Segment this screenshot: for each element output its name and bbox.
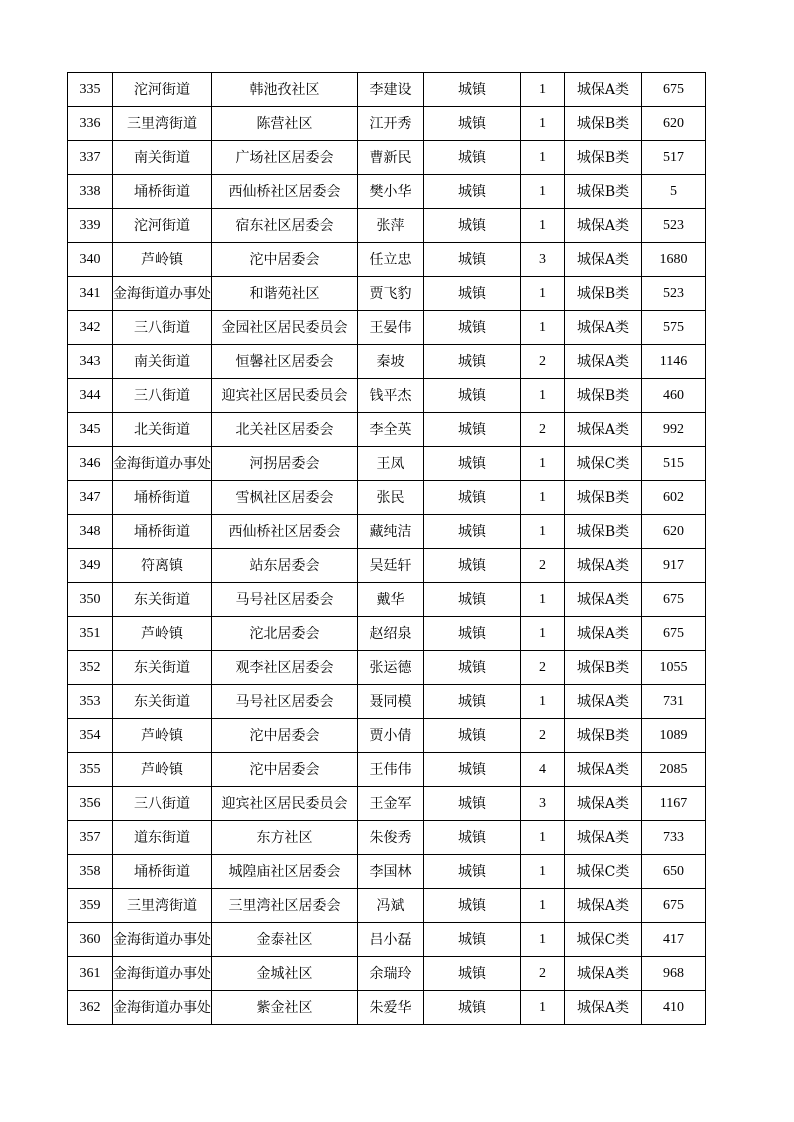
household-count-cell: 1 [521,515,565,549]
community-cell: 河拐居委会 [212,447,358,481]
community-cell: 站东居委会 [212,549,358,583]
insurance-category-cell: 城保A类 [565,73,642,107]
street-office-cell: 金海街道办事处 [113,991,212,1025]
area-type-cell: 城镇 [424,277,521,311]
community-cell: 观李社区居委会 [212,651,358,685]
street-office-cell: 符离镇 [113,549,212,583]
street-office-cell: 北关街道 [113,413,212,447]
row-number-cell: 344 [68,379,113,413]
insurance-category-cell: 城保B类 [565,379,642,413]
street-office-cell: 芦岭镇 [113,617,212,651]
row-number-cell: 341 [68,277,113,311]
insurance-category-cell: 城保B类 [565,515,642,549]
amount-cell: 675 [642,889,706,923]
street-office-cell: 沱河街道 [113,73,212,107]
row-number-cell: 358 [68,855,113,889]
insurance-category-cell: 城保A类 [565,957,642,991]
community-cell: 三里湾社区居委会 [212,889,358,923]
amount-cell: 731 [642,685,706,719]
community-cell: 迎宾社区居民委员会 [212,787,358,821]
area-type-cell: 城镇 [424,685,521,719]
row-number-cell: 351 [68,617,113,651]
insurance-category-cell: 城保A类 [565,311,642,345]
household-count-cell: 1 [521,617,565,651]
amount-cell: 1146 [642,345,706,379]
insurance-category-cell: 城保A类 [565,991,642,1025]
community-cell: 沱北居委会 [212,617,358,651]
table-row [68,685,706,719]
row-number-cell: 340 [68,243,113,277]
row-number-cell: 336 [68,107,113,141]
person-name-cell: 秦坡 [358,345,424,379]
table-row [68,787,706,821]
amount-cell: 675 [642,583,706,617]
table-row [68,277,706,311]
roster-body [68,73,706,1025]
household-count-cell: 1 [521,107,565,141]
row-number-cell: 354 [68,719,113,753]
person-name-cell: 王凤 [358,447,424,481]
amount-cell: 675 [642,73,706,107]
table-row [68,243,706,277]
area-type-cell: 城镇 [424,719,521,753]
insurance-category-cell: 城保B类 [565,277,642,311]
insurance-category-cell: 城保A类 [565,889,642,923]
row-number-cell: 362 [68,991,113,1025]
row-number-cell: 352 [68,651,113,685]
table-row [68,719,706,753]
area-type-cell: 城镇 [424,617,521,651]
amount-cell: 1089 [642,719,706,753]
community-cell: 金泰社区 [212,923,358,957]
table-row [68,481,706,515]
table-row [68,923,706,957]
row-number-cell: 337 [68,141,113,175]
table-row [68,175,706,209]
row-number-cell: 357 [68,821,113,855]
row-number-cell: 339 [68,209,113,243]
insurance-category-cell: 城保A类 [565,583,642,617]
area-type-cell: 城镇 [424,991,521,1025]
community-cell: 沱中居委会 [212,243,358,277]
area-type-cell: 城镇 [424,447,521,481]
amount-cell: 602 [642,481,706,515]
insurance-category-cell: 城保A类 [565,243,642,277]
table-row [68,821,706,855]
street-office-cell: 埇桥街道 [113,175,212,209]
insurance-category-cell: 城保A类 [565,685,642,719]
household-count-cell: 1 [521,141,565,175]
person-name-cell: 聂同模 [358,685,424,719]
insurance-category-cell: 城保C类 [565,447,642,481]
community-cell: 迎宾社区居民委员会 [212,379,358,413]
household-count-cell: 2 [521,957,565,991]
area-type-cell: 城镇 [424,141,521,175]
insurance-category-cell: 城保B类 [565,719,642,753]
row-number-cell: 346 [68,447,113,481]
community-cell: 沱中居委会 [212,719,358,753]
household-count-cell: 1 [521,311,565,345]
household-count-cell: 1 [521,73,565,107]
street-office-cell: 东关街道 [113,583,212,617]
area-type-cell: 城镇 [424,107,521,141]
area-type-cell: 城镇 [424,957,521,991]
insurance-category-cell: 城保A类 [565,617,642,651]
street-office-cell: 金海街道办事处 [113,923,212,957]
person-name-cell: 李国林 [358,855,424,889]
person-name-cell: 朱爱华 [358,991,424,1025]
household-count-cell: 2 [521,549,565,583]
amount-cell: 410 [642,991,706,1025]
row-number-cell: 349 [68,549,113,583]
street-office-cell: 东关街道 [113,651,212,685]
person-name-cell: 藏纯洁 [358,515,424,549]
row-number-cell: 347 [68,481,113,515]
person-name-cell: 江开秀 [358,107,424,141]
insurance-category-cell: 城保C类 [565,923,642,957]
insurance-category-cell: 城保A类 [565,345,642,379]
roster-table [67,72,706,1025]
area-type-cell: 城镇 [424,345,521,379]
table-row [68,549,706,583]
household-count-cell: 3 [521,243,565,277]
amount-cell: 620 [642,107,706,141]
area-type-cell: 城镇 [424,753,521,787]
community-cell: 韩池孜社区 [212,73,358,107]
amount-cell: 515 [642,447,706,481]
row-number-cell: 356 [68,787,113,821]
street-office-cell: 道东街道 [113,821,212,855]
person-name-cell: 王晏伟 [358,311,424,345]
area-type-cell: 城镇 [424,379,521,413]
street-office-cell: 南关街道 [113,141,212,175]
amount-cell: 917 [642,549,706,583]
street-office-cell: 芦岭镇 [113,243,212,277]
amount-cell: 1055 [642,651,706,685]
row-number-cell: 335 [68,73,113,107]
amount-cell: 517 [642,141,706,175]
insurance-category-cell: 城保B类 [565,651,642,685]
table-row [68,991,706,1025]
person-name-cell: 贾飞豹 [358,277,424,311]
table-row [68,209,706,243]
person-name-cell: 任立忠 [358,243,424,277]
community-cell: 沱中居委会 [212,753,358,787]
insurance-category-cell: 城保B类 [565,481,642,515]
table-row [68,141,706,175]
amount-cell: 1167 [642,787,706,821]
person-name-cell: 吕小磊 [358,923,424,957]
row-number-cell: 360 [68,923,113,957]
table-row [68,413,706,447]
amount-cell: 460 [642,379,706,413]
table-row [68,311,706,345]
area-type-cell: 城镇 [424,821,521,855]
street-office-cell: 芦岭镇 [113,719,212,753]
amount-cell: 650 [642,855,706,889]
row-number-cell: 355 [68,753,113,787]
amount-cell: 523 [642,277,706,311]
area-type-cell: 城镇 [424,651,521,685]
street-office-cell: 南关街道 [113,345,212,379]
person-name-cell: 张萍 [358,209,424,243]
area-type-cell: 城镇 [424,889,521,923]
area-type-cell: 城镇 [424,243,521,277]
amount-cell: 992 [642,413,706,447]
street-office-cell: 埇桥街道 [113,515,212,549]
household-count-cell: 1 [521,855,565,889]
household-count-cell: 3 [521,787,565,821]
amount-cell: 417 [642,923,706,957]
street-office-cell: 东关街道 [113,685,212,719]
person-name-cell: 朱俊秀 [358,821,424,855]
insurance-category-cell: 城保A类 [565,413,642,447]
table-row [68,107,706,141]
amount-cell: 968 [642,957,706,991]
street-office-cell: 三八街道 [113,787,212,821]
street-office-cell: 芦岭镇 [113,753,212,787]
insurance-category-cell: 城保A类 [565,753,642,787]
table-row [68,515,706,549]
table-row [68,345,706,379]
household-count-cell: 1 [521,821,565,855]
community-cell: 恒馨社区居委会 [212,345,358,379]
amount-cell: 575 [642,311,706,345]
street-office-cell: 埇桥街道 [113,481,212,515]
community-cell: 紫金社区 [212,991,358,1025]
insurance-category-cell: 城保A类 [565,821,642,855]
insurance-category-cell: 城保C类 [565,855,642,889]
person-name-cell: 曹新民 [358,141,424,175]
table-row [68,855,706,889]
amount-cell: 2085 [642,753,706,787]
table-row [68,889,706,923]
person-name-cell: 冯斌 [358,889,424,923]
community-cell: 东方社区 [212,821,358,855]
household-count-cell: 1 [521,447,565,481]
area-type-cell: 城镇 [424,583,521,617]
amount-cell: 733 [642,821,706,855]
table-row [68,617,706,651]
row-number-cell: 343 [68,345,113,379]
area-type-cell: 城镇 [424,923,521,957]
household-count-cell: 2 [521,413,565,447]
community-cell: 城隍庙社区居委会 [212,855,358,889]
insurance-category-cell: 城保B类 [565,107,642,141]
person-name-cell: 赵绍泉 [358,617,424,651]
household-count-cell: 1 [521,175,565,209]
amount-cell: 5 [642,175,706,209]
person-name-cell: 李全英 [358,413,424,447]
area-type-cell: 城镇 [424,413,521,447]
person-name-cell: 樊小华 [358,175,424,209]
area-type-cell: 城镇 [424,515,521,549]
area-type-cell: 城镇 [424,481,521,515]
area-type-cell: 城镇 [424,73,521,107]
street-office-cell: 沱河街道 [113,209,212,243]
table-row [68,73,706,107]
insurance-category-cell: 城保B类 [565,141,642,175]
community-cell: 金城社区 [212,957,358,991]
insurance-category-cell: 城保A类 [565,549,642,583]
row-number-cell: 348 [68,515,113,549]
household-count-cell: 2 [521,345,565,379]
street-office-cell: 三里湾街道 [113,107,212,141]
person-name-cell: 张运德 [358,651,424,685]
amount-cell: 523 [642,209,706,243]
street-office-cell: 金海街道办事处 [113,447,212,481]
row-number-cell: 350 [68,583,113,617]
household-count-cell: 1 [521,379,565,413]
row-number-cell: 359 [68,889,113,923]
community-cell: 雪枫社区居委会 [212,481,358,515]
table-row [68,651,706,685]
street-office-cell: 三里湾街道 [113,889,212,923]
table-row [68,379,706,413]
household-count-cell: 1 [521,991,565,1025]
community-cell: 马号社区居委会 [212,583,358,617]
area-type-cell: 城镇 [424,175,521,209]
table-row [68,583,706,617]
insurance-category-cell: 城保A类 [565,787,642,821]
community-cell: 西仙桥社区居委会 [212,175,358,209]
household-count-cell: 1 [521,889,565,923]
insurance-category-cell: 城保A类 [565,209,642,243]
area-type-cell: 城镇 [424,787,521,821]
row-number-cell: 353 [68,685,113,719]
area-type-cell: 城镇 [424,855,521,889]
community-cell: 马号社区居委会 [212,685,358,719]
area-type-cell: 城镇 [424,311,521,345]
community-cell: 北关社区居委会 [212,413,358,447]
community-cell: 西仙桥社区居委会 [212,515,358,549]
community-cell: 金园社区居民委员会 [212,311,358,345]
area-type-cell: 城镇 [424,209,521,243]
community-cell: 陈营社区 [212,107,358,141]
community-cell: 和谐苑社区 [212,277,358,311]
street-office-cell: 金海街道办事处 [113,957,212,991]
street-office-cell: 埇桥街道 [113,855,212,889]
household-count-cell: 4 [521,753,565,787]
household-count-cell: 1 [521,481,565,515]
street-office-cell: 三八街道 [113,311,212,345]
person-name-cell: 张民 [358,481,424,515]
household-count-cell: 2 [521,651,565,685]
insurance-category-cell: 城保B类 [565,175,642,209]
household-count-cell: 1 [521,209,565,243]
person-name-cell: 钱平杰 [358,379,424,413]
street-office-cell: 三八街道 [113,379,212,413]
row-number-cell: 345 [68,413,113,447]
table-row [68,753,706,787]
table-row [68,447,706,481]
table-row [68,957,706,991]
row-number-cell: 338 [68,175,113,209]
person-name-cell: 李建设 [358,73,424,107]
household-count-cell: 1 [521,277,565,311]
person-name-cell: 王金军 [358,787,424,821]
household-count-cell: 1 [521,923,565,957]
row-number-cell: 342 [68,311,113,345]
person-name-cell: 余瑞玲 [358,957,424,991]
area-type-cell: 城镇 [424,549,521,583]
household-count-cell: 1 [521,583,565,617]
street-office-cell: 金海街道办事处 [113,277,212,311]
community-cell: 宿东社区居委会 [212,209,358,243]
amount-cell: 675 [642,617,706,651]
amount-cell: 620 [642,515,706,549]
household-count-cell: 1 [521,685,565,719]
amount-cell: 1680 [642,243,706,277]
household-count-cell: 2 [521,719,565,753]
person-name-cell: 贾小倩 [358,719,424,753]
person-name-cell: 王伟伟 [358,753,424,787]
person-name-cell: 戴华 [358,583,424,617]
community-cell: 广场社区居委会 [212,141,358,175]
row-number-cell: 361 [68,957,113,991]
person-name-cell: 吴廷轩 [358,549,424,583]
